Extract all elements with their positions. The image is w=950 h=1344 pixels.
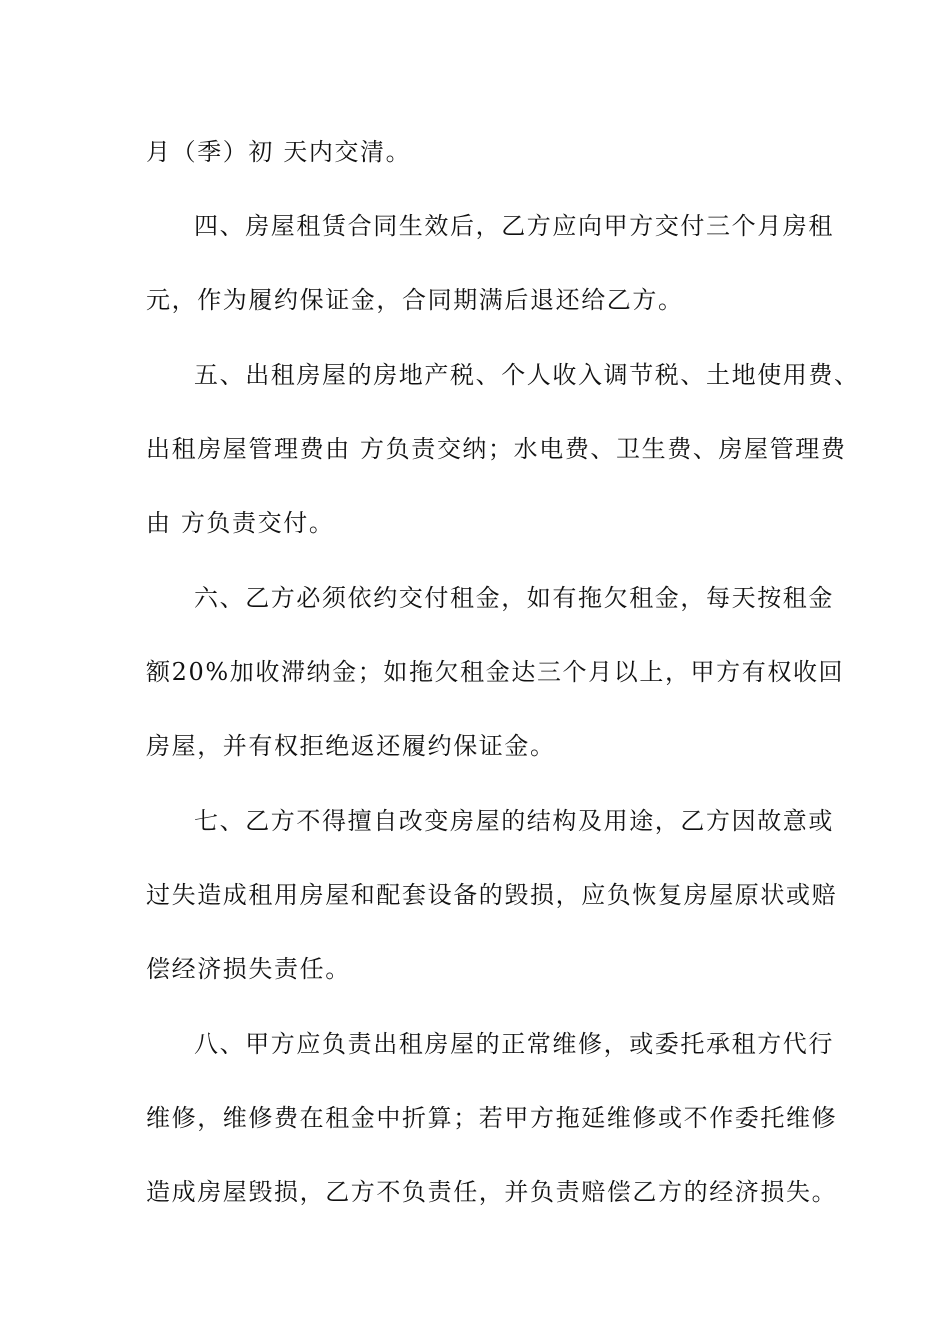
text-line: 过失造成租用房屋和配套设备的毁损，应负恢复房屋原状或赔 (146, 881, 838, 909)
paragraph-6-line-1: 六、乙方必须依约交付租金，如有拖欠租金，每天按租金 (194, 584, 834, 612)
paragraph-5-line-1: 五、出租房屋的房地产税、个人收入调节税、土地使用费、 (194, 361, 860, 389)
paragraph-4-line-1: 四、房屋租赁合同生效后，乙方应向甲方交付三个月房租 (194, 212, 834, 240)
paragraph-7-line-1: 七、乙方不得擅自改变房屋的结构及用途，乙方因故意或 (194, 807, 834, 835)
text-line: 维修，维修费在租金中折算；若甲方拖延维修或不作委托维修 (146, 1104, 838, 1132)
paragraph-8-line-1: 八、甲方应负责出租房屋的正常维修，或委托承租方代行 (194, 1030, 834, 1058)
text-line: 额20%加收滞纳金；如拖欠租金达三个月以上，甲方有权收回 (146, 658, 845, 686)
text-line: 月（季）初 天内交清。 (146, 138, 412, 166)
text-line: 造成房屋毁损，乙方不负责任，并负责赔偿乙方的经济损失。 (146, 1178, 838, 1206)
text-line: 出租房屋管理费由 方负责交纳；水电费、卫生费、房屋管理费 (146, 435, 847, 463)
text-line: 元，作为履约保证金，合同期满后退还给乙方。 (146, 286, 684, 314)
text-line: 房屋，并有权拒绝返还履约保证金。 (146, 732, 556, 760)
text-line: 由 方负责交付。 (146, 509, 335, 537)
text-line: 偿经济损失责任。 (146, 955, 351, 983)
